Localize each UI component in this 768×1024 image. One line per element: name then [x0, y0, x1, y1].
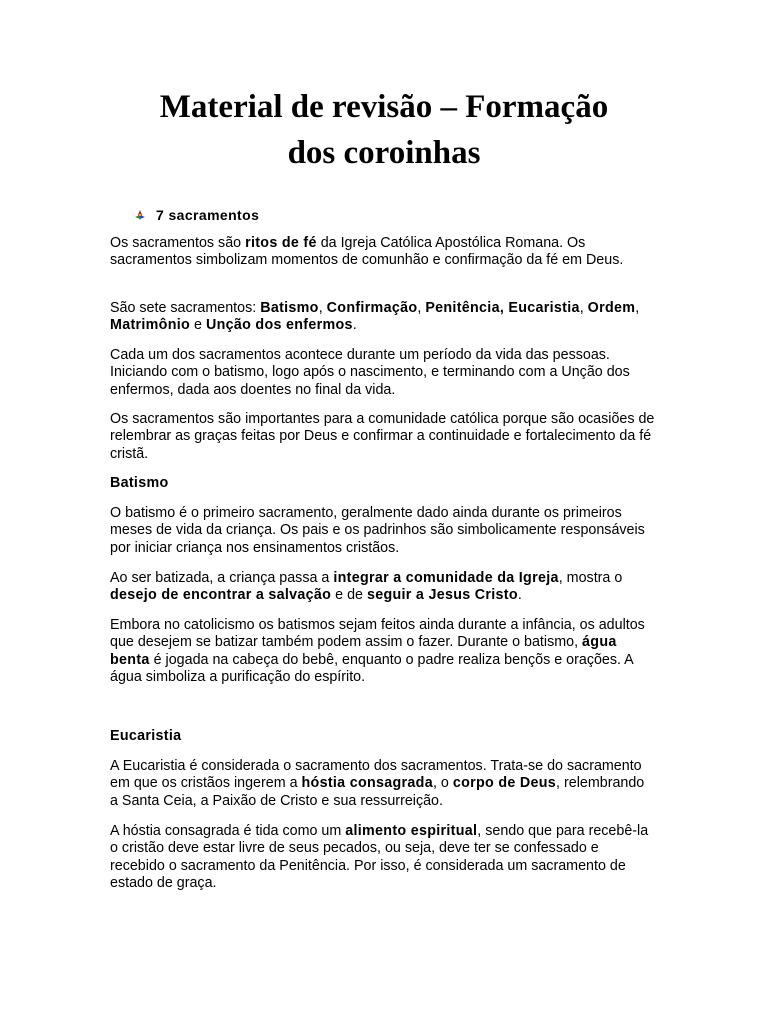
arrow-bullet-icon — [134, 209, 146, 221]
eucaristia-paragraph-1 — [110, 758, 655, 810]
text-run: , mostra o — [558, 570, 623, 586]
bold-text: hóstia consagrada — [301, 775, 433, 792]
section-heading-eucaristia: Eucaristia — [110, 728, 182, 744]
title-line-2: dos coroinhas — [287, 135, 481, 171]
bold-text: desejo de encontrar a salvação — [110, 587, 332, 604]
separator: , — [318, 300, 327, 316]
sacrament-ordem: Ordem — [587, 300, 636, 316]
text-run: , o — [432, 775, 453, 792]
page-title — [100, 84, 668, 176]
text-run: , sendo que para recebê-la o cristão deve estar livre de seus pecados, ou seja, deve ter se confessado e recebido o sacramento da Penitência. Por isso, é considerada um sacramento de estado de graça. — [110, 823, 649, 892]
bold-text: ritos de fé — [245, 235, 317, 251]
title-line-1: Material de revisão – Formação — [159, 89, 609, 125]
text-run: é jogada na cabeça do bebê, enquanto o padre realiza bençõs e orações. A água simboliza a purificação do espírito. — [110, 651, 633, 686]
separator: , — [635, 300, 640, 316]
eucaristia-paragraph-2 — [110, 823, 655, 893]
text-run: A Eucaristia é considerada o sacramento dos sacramentos. Trata-se do sacramento em que os cristãos ingerem a — [110, 758, 642, 792]
bullet-item-sacramentos — [134, 207, 259, 223]
paragraph-text: Cada um dos sacramentos acontece durante um período da vida das pessoas. Iniciando com o batismo, logo após o nascimento, e terminando com a Unção dos enfermos, dada aos doentes no final da vida. — [110, 347, 630, 398]
batismo-paragraph-3 — [110, 617, 655, 687]
text-run: A hóstia consagrada é tida como um — [110, 823, 346, 839]
bold-text: água benta — [110, 634, 617, 668]
intro-paragraph-3 — [110, 347, 655, 399]
sacrament-matrimonio: Matrimônio — [110, 317, 191, 334]
intro-paragraph-2 — [110, 300, 655, 335]
bold-text: alimento espiritual — [345, 823, 478, 839]
text-run: Embora no catolicismo os batismos sejam feitos ainda durante a infância, os adultos que desejem se batizar também podem assim o fazer. Durante o batismo, — [110, 617, 645, 651]
text-run: da Igreja Católica Apostólica Romana. Os sacramentos simbolizam momentos de comunhão e confirmação da fé em Deus. — [110, 235, 624, 269]
text-run: Os sacramentos são — [110, 235, 246, 251]
sacrament-uncao: Unção dos enfermos — [205, 317, 353, 334]
paragraph-text: Os sacramentos são importantes para a comunidade católica porque são ocasiões de relembrar as graças feitas por Deus e confirmar a continuidade e fortalecimento da fé cristã. — [110, 411, 655, 462]
batismo-paragraph-1 — [110, 505, 655, 557]
batismo-paragraph-2 — [110, 570, 655, 605]
paragraph-text: O batismo é o primeiro sacramento, geralmente dado ainda durante os primeiros meses de vida da criança. Os pais e os padrinhos são simbolicamente responsáveis por iniciar criança nos ensinamentos cristãos. — [110, 505, 645, 556]
text-run: Ao ser batizada, a criança passa a — [110, 570, 334, 586]
bold-text: seguir a Jesus Cristo — [366, 587, 518, 604]
sacrament-penitencia-eucaristia: Penitência, Eucaristia — [425, 300, 580, 316]
intro-paragraph-1 — [110, 235, 655, 270]
sacrament-batismo: Batismo — [260, 300, 319, 316]
text-run: e de — [331, 587, 367, 604]
separator: , — [417, 300, 426, 316]
separator: , — [579, 300, 588, 316]
sacrament-confirmacao: Confirmação — [326, 300, 418, 316]
text-run: . — [517, 587, 522, 604]
text-run: São sete sacramentos: — [110, 300, 261, 316]
bold-text: corpo de Deus — [452, 775, 557, 792]
bold-text: integrar a comunidade da Igreja — [333, 570, 559, 586]
separator: e — [190, 317, 206, 334]
intro-paragraph-4 — [110, 411, 655, 463]
separator: . — [352, 317, 357, 334]
text-run: , relembrando a Santa Ceia, a Paixão de Cristo e sua ressurreição. — [110, 775, 645, 809]
section-heading-batismo: Batismo — [110, 475, 169, 491]
bullet-label: 7 sacramentos — [156, 207, 260, 223]
